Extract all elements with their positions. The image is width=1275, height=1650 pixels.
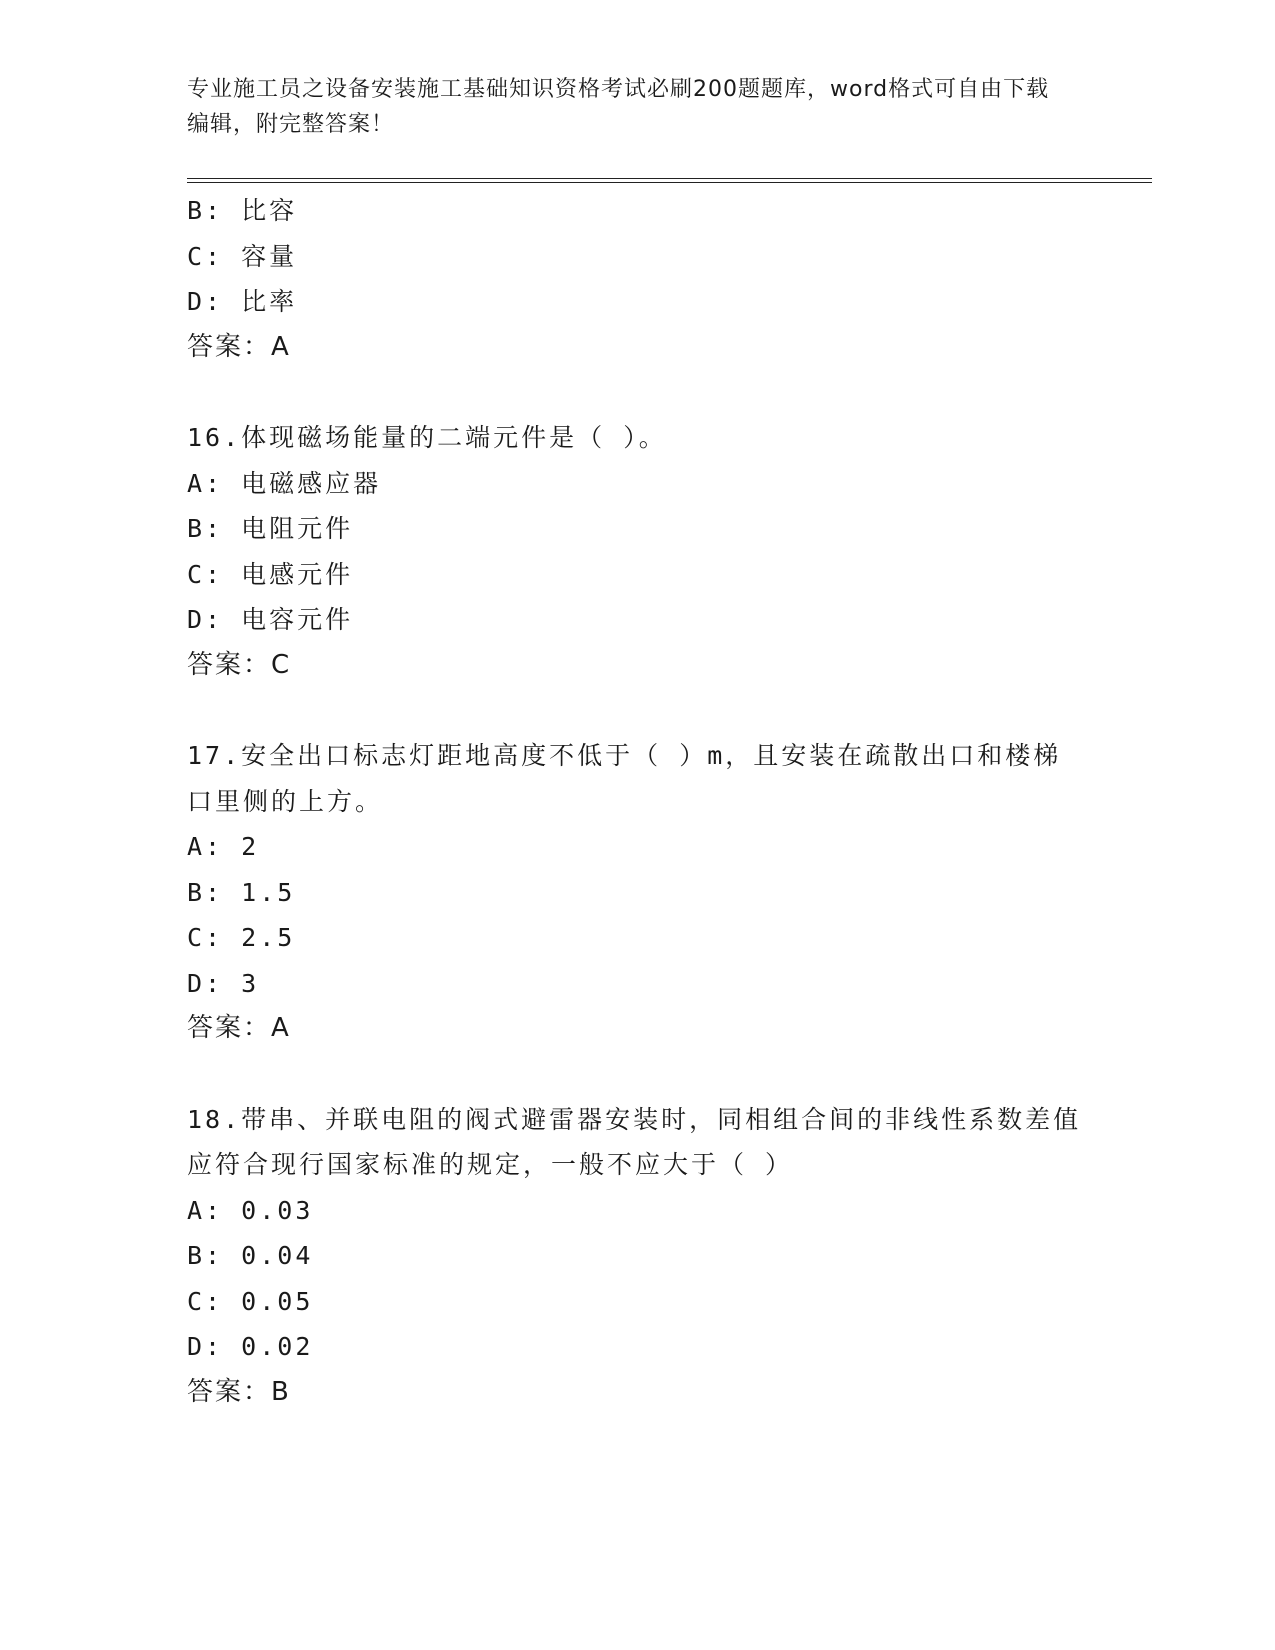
option-letter: B: [187,514,224,543]
option-text: 3 [241,968,260,998]
option-text: 电容元件 [241,605,354,634]
option-letter: C: [187,559,224,589]
option-text: 2 [241,832,260,861]
option-text: 1.5 [241,877,296,907]
option-letter: D: [187,1332,224,1361]
document-header-title: 专业施工员之设备安装施工基础知识资格考试必刷200题题库，word格式可自由下载编辑，附完整答案！ [187,77,1050,137]
header-double-rule [187,178,1152,183]
option-line [187,1233,1087,1279]
answer-line: 答案：A [187,331,291,362]
option-text: 比率 [241,287,298,316]
option-letter: C: [187,241,224,271]
question-text: 17.安全出口标志灯距地高度不低于（ ）m，且安装在疏散出口和楼梯口里侧的上方。 [187,741,1062,816]
option-line [187,552,1087,598]
option-letter: D: [187,287,224,316]
question-block-17 [187,733,1087,1052]
option-text: 0.03 [241,1195,314,1225]
option-letter: B: [187,1241,224,1270]
option-letter: D: [187,605,224,634]
option-letter: D: [187,968,224,998]
option-letter: A: [187,832,224,861]
option-letter: A: [187,468,224,498]
spacer [187,688,1087,733]
option-text: 0.02 [241,1332,314,1361]
option-line [187,1188,1087,1234]
option-line [187,824,1087,870]
option-line [187,461,1087,507]
question-block-18 [187,1097,1087,1416]
answer-line: 答案：C [187,649,292,680]
option-line [187,1324,1087,1370]
spacer [187,370,1087,415]
option-letter: C: [187,923,224,952]
option-line [187,1279,1087,1325]
option-line [187,234,1087,280]
option-text: 电感元件 [241,559,354,589]
option-letter: A: [187,1195,224,1225]
option-line [187,961,1087,1007]
spacer [187,1052,1087,1097]
option-text: 电磁感应器 [241,468,382,498]
option-text: 比容 [241,196,298,225]
question-block-16 [187,415,1087,688]
option-line [187,279,1087,325]
prev-question-block [187,188,1087,370]
option-letter: C: [187,1286,224,1316]
answer-line: 答案：B [187,1376,291,1407]
option-line [187,597,1087,643]
answer-line: 答案：A [187,1013,291,1043]
option-letter: B: [187,877,224,907]
option-line [187,506,1087,552]
option-letter: B: [187,196,224,225]
document-body [187,188,1087,1415]
option-text: 0.05 [241,1286,314,1316]
option-line [187,915,1087,961]
option-text: 电阻元件 [241,514,354,543]
option-line [187,188,1087,234]
question-text: 18.带串、并联电阻的阀式避雷器安装时，同相组合间的非线性系数差值应符合现行国家标准的规定，一般不应大于（ ） [187,1104,1082,1179]
option-text: 2.5 [241,923,296,952]
option-text: 容量 [241,241,298,271]
option-text: 0.04 [241,1241,314,1270]
question-text: 16.体现磁场能量的二端元件是（ ）。 [187,423,667,452]
option-line [187,870,1087,916]
